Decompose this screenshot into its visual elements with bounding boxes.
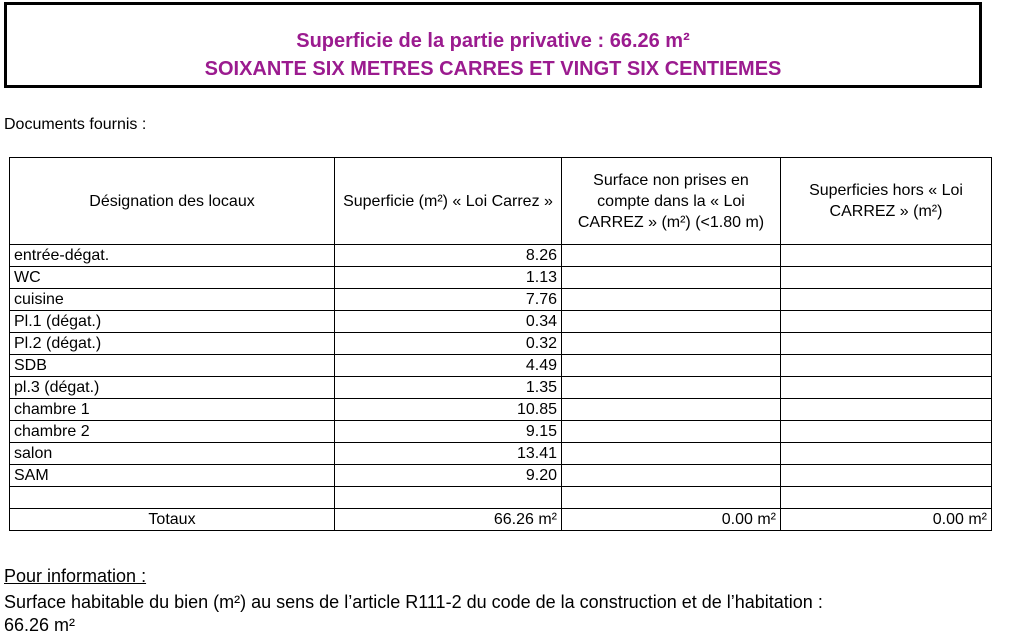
table-row bbox=[10, 311, 992, 333]
carrez-area-cell: 1.35 bbox=[335, 377, 562, 399]
table-row bbox=[10, 245, 992, 267]
table-row bbox=[10, 355, 992, 377]
totals-row bbox=[10, 509, 992, 531]
outside-carrez-cell bbox=[781, 465, 992, 487]
carrez-area-cell: 9.20 bbox=[335, 465, 562, 487]
table-header-row bbox=[10, 158, 992, 245]
excluded-area-cell bbox=[562, 487, 781, 509]
excluded-area-cell bbox=[562, 465, 781, 487]
table-row bbox=[10, 443, 992, 465]
outside-carrez-cell bbox=[781, 333, 992, 355]
room-name-cell: salon bbox=[10, 443, 335, 465]
info-value: 66.26 m² bbox=[4, 615, 76, 635]
header-outside-carrez: Superficies hors « Loi CARREZ » (m²) bbox=[781, 158, 992, 245]
carrez-area-cell: 1.13 bbox=[335, 267, 562, 289]
header-excluded-area: Surface non prises en compte dans la « Loi CARREZ » (m²) (<1.80 m) bbox=[562, 158, 781, 245]
excluded-area-cell bbox=[562, 355, 781, 377]
table-row bbox=[10, 333, 992, 355]
excluded-area-cell bbox=[562, 377, 781, 399]
excluded-area-cell bbox=[562, 311, 781, 333]
carrez-area-cell: 10.85 bbox=[335, 399, 562, 421]
carrez-area-cell: 13.41 bbox=[335, 443, 562, 465]
info-text: Surface habitable du bien (m²) au sens de l’article R111-2 du code de la construction et de l’habitation : bbox=[4, 592, 823, 612]
room-name-cell: entrée-dégat. bbox=[10, 245, 335, 267]
header-carrez-area: Superficie (m²) « Loi Carrez » bbox=[335, 158, 562, 245]
room-name-cell: chambre 2 bbox=[10, 421, 335, 443]
header-designation: Désignation des locaux bbox=[10, 158, 335, 245]
excluded-area-cell bbox=[562, 267, 781, 289]
carrez-area-cell: 0.34 bbox=[335, 311, 562, 333]
info-heading: Pour information : bbox=[4, 566, 147, 586]
carrez-area-cell: 8.26 bbox=[335, 245, 562, 267]
carrez-area-cell: 9.15 bbox=[335, 421, 562, 443]
room-name-cell: SDB bbox=[10, 355, 335, 377]
carrez-area-cell: 7.76 bbox=[335, 289, 562, 311]
outside-carrez-cell bbox=[781, 421, 992, 443]
surface-table bbox=[9, 157, 992, 531]
table-row bbox=[10, 377, 992, 399]
room-name-cell: chambre 1 bbox=[10, 399, 335, 421]
table-row bbox=[10, 289, 992, 311]
excluded-area-cell bbox=[562, 245, 781, 267]
title-box bbox=[4, 2, 982, 88]
totals-outside-carrez: 0.00 m² bbox=[781, 509, 992, 531]
carrez-area-cell bbox=[335, 487, 562, 509]
table-row bbox=[10, 399, 992, 421]
table-row bbox=[10, 421, 992, 443]
outside-carrez-cell bbox=[781, 487, 992, 509]
carrez-area-cell: 4.49 bbox=[335, 355, 562, 377]
outside-carrez-cell bbox=[781, 443, 992, 465]
table-body bbox=[10, 245, 992, 509]
outside-carrez-cell bbox=[781, 399, 992, 421]
excluded-area-cell bbox=[562, 333, 781, 355]
outside-carrez-cell bbox=[781, 245, 992, 267]
outside-carrez-cell bbox=[781, 355, 992, 377]
private-area-title: Superficie de la partie privative : 66.26 m² bbox=[296, 30, 690, 52]
outside-carrez-cell bbox=[781, 377, 992, 399]
documents-label: Documents fournis : bbox=[4, 116, 147, 133]
room-name-cell: WC bbox=[10, 267, 335, 289]
table-row bbox=[10, 465, 992, 487]
excluded-area-cell bbox=[562, 289, 781, 311]
room-name-cell: Pl.1 (dégat.) bbox=[10, 311, 335, 333]
table-row bbox=[10, 267, 992, 289]
room-name-cell: cuisine bbox=[10, 289, 335, 311]
totals-carrez-area: 66.26 m² bbox=[335, 509, 562, 531]
outside-carrez-cell bbox=[781, 289, 992, 311]
room-name-cell bbox=[10, 487, 335, 509]
excluded-area-cell bbox=[562, 443, 781, 465]
table-row bbox=[10, 487, 992, 509]
private-area-in-words: SOIXANTE SIX METRES CARRES ET VINGT SIX CENTIEMES bbox=[204, 58, 782, 80]
excluded-area-cell bbox=[562, 399, 781, 421]
room-name-cell: SAM bbox=[10, 465, 335, 487]
totals-excluded-area: 0.00 m² bbox=[562, 509, 781, 531]
outside-carrez-cell bbox=[781, 267, 992, 289]
excluded-area-cell bbox=[562, 421, 781, 443]
carrez-area-cell: 0.32 bbox=[335, 333, 562, 355]
room-name-cell: Pl.2 (dégat.) bbox=[10, 333, 335, 355]
room-name-cell: pl.3 (dégat.) bbox=[10, 377, 335, 399]
outside-carrez-cell bbox=[781, 311, 992, 333]
totals-label: Totaux bbox=[10, 509, 335, 531]
